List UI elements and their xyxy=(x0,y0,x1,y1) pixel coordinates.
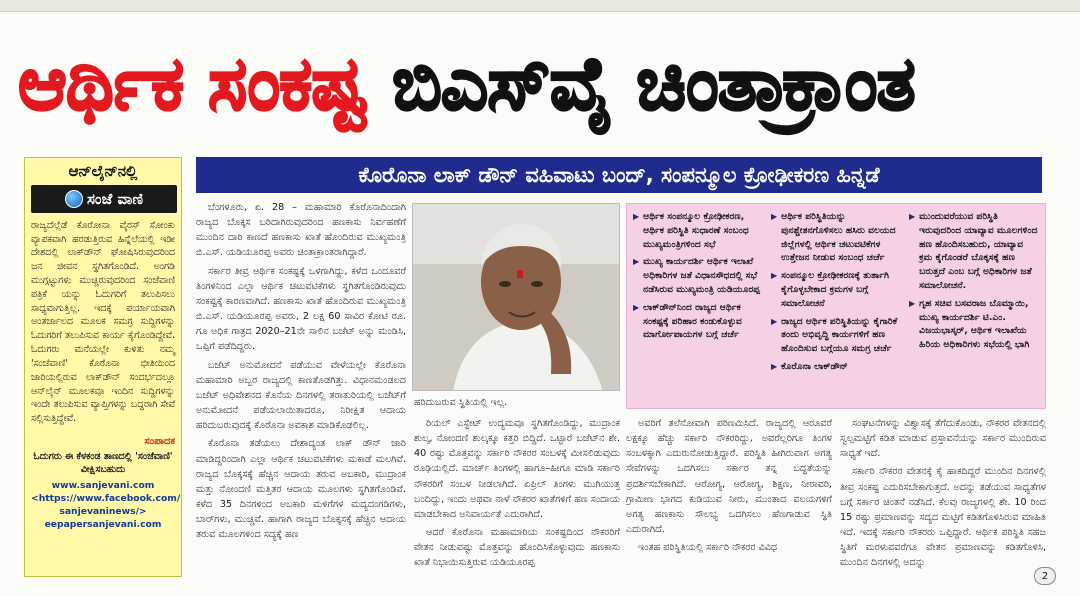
article-column-4 xyxy=(840,416,1046,586)
highlight-item: ▶ ಲಾಕ್‌ಡೌನ್‌ನಿಂದ ರಾಜ್ಯದ ಆರ್ಥಿಕ ಸಂಕಷ್ಟಕ್ಕೆ ಪರಿಹಾರ ಕಂಡುಕೊಳ್ಳುವ ಮಾರ್ಗೋಪಾಯಗಳ ಬಗ್ಗೆ ಚರ್ಚೆ xyxy=(633,301,742,341)
article-paragraph: ಬೆಂಗಳೂರು, ಏ. 28 – ಮಹಾಮಾರಿ ಕೊರೊನಾದಿಂದಾಗಿ ರಾಜ್ಯದ ಬೊಕ್ಕಸ ಬರಿದಾಗಿರುವುದರಿಂದ ಹಣಕಾಸು ನಿರ್ವಹಣೆಗೆ ಮುಂದಿನ ದಾರಿ ಕಾಣದೆ ಹಣಕಾಸು ಖಾತೆ ಹೊಂದಿರುವ ಮುಖ್ಯಮಂತ್ರಿ ಬಿ.ಎಸ್. ಯಡಿಯೂರಪ್ಪ ಅವರು ಚಿಂತಾಕ್ರಾಂತರಾಗಿದ್ದಾರೆ. xyxy=(196,202,406,259)
highlights-column-2 xyxy=(771,210,901,402)
highlight-item: ▶ ಆರ್ಥಿಕ ಸಂಪನ್ಮೂಲ ಕ್ರೋಢೀಕರಣ, ಆರ್ಥಿಕ ಪರಿಸ್ಥಿತಿ ಸುಧಾರಣೆ ಸಂಬಂಧ ಮುಖ್ಯಮಂತ್ರಿಗಳಿಂದ ಸಭೆ xyxy=(633,211,749,250)
article-column-1 xyxy=(196,200,406,585)
link-facebook[interactable]: <https://www.facebook.com/ xyxy=(31,493,181,505)
chief-minister-photo xyxy=(412,203,620,391)
subheadline-banner: ಕೊರೊನಾ ಲಾಕ್ ಡೌನ್ ವಹಿವಾಟು ಬಂದ್, ಸಂಪನ್ಮೂಲ ಕ್ರೋಢೀಕರಣ ಹಿನ್ನಡೆ xyxy=(196,157,1042,193)
bullet-triangle-icon: ▶ xyxy=(633,257,640,267)
headline-part-black: ಬಿಎಸ್‌ವೈ ಚಿಂತಾಕ್ರಾಂತ xyxy=(392,41,915,127)
globe-icon xyxy=(65,190,83,208)
online-notice-box xyxy=(24,157,182,577)
reader-note: ಓದುಗರು ಈ ಕೆಳಕಂಡ ತಾಣದಲ್ಲಿ 'ಸಂಜೆವಾಣಿ' ವೀಕ್ಷಿಸಬಹುದು xyxy=(33,450,173,476)
article-paragraph: ಸರ್ಕಾರ ತೀವ್ರ ಆರ್ಥಿಕ ಸಂಕಷ್ಟಕ್ಕೆ ಒಳಗಾಗಿದ್ದು, ಕಳೆದ ಒಂದೂವರೆ ತಿಂಗಳಿನಿಂದ ಎಲ್ಲಾ ಆರ್ಥಿಕ ಚಟುವಟಿಕೆಗಳು ಸ್ಥಗಿತಗೊಂಡಿರುವುದು ಸಂಕಷ್ಟಕ್ಕೆ ಕಾರಣವಾಗಿದೆ. ಹಣಕಾಸು ಖಾತೆ ಹೊಂದಿರುವ ಮುಖ್ಯಮಂತ್ರಿ ಬಿ.ಎಸ್. ಯಡಿಯೂರಪ್ಪ ಅವರು, 2 ಲಕ್ಷ 60 ಸಾವಿರ ಕೋಟಿ ರೂ. ಗೂ ಅಧಿಕ ಗಾತ್ರದ 2020–21ನೇ ಸಾಲಿನ ಬಜೆಟ್ ಅನ್ನು ಮಂಡಿಸಿ, ಒಪ್ಪಿಗೆ ಪಡೆದಿದ್ದರು. xyxy=(196,265,406,353)
bullet-triangle-icon: ▶ xyxy=(909,298,916,308)
article-paragraph: ಆದರೆ ಕೊರೊನಾ ಮಹಾಮಾರಿಯ ಸಂಕಷ್ಟದಿಂದ ನೌಕರರಿಗೆ ವೇತನ ನೀಡುವಷ್ಟು ಮೊತ್ತವನ್ನು ಹೊಂದಿಸಿಕೊಳ್ಳುವುದು ಹಣಕಾಸು ಖಾತೆ ನಿಭಾಯಿಸುತ್ತಿರುವ ಯಡಿಯೂರಪ್ಪ xyxy=(414,527,620,569)
link-facebook-cont[interactable]: sanjevaninews/> xyxy=(59,506,147,517)
highlight-item: ▶ ಕೊರೊನಾ ಲಾಕ್‌ಡೌನ್ xyxy=(771,360,848,372)
web-links xyxy=(31,480,181,532)
photo-caption: ಹರಿದುಬರುವ ಸ್ಥಿತಿಯಲ್ಲಿ ಇಲ್ಲ. xyxy=(414,397,508,408)
sanjevani-logo xyxy=(31,185,177,213)
highlight-item: ▶ ಮುಂದುವರೆಯುವ ಪರಿಸ್ಥಿತಿ ಇರುವುದರಿಂದ ಯಾವ್ಯಾವ ಮೂಲಗಳಿಂದ ಹಣ ಹೊಂದಿಸಬಹುದು, ಯಾವ್ಯಾವ ಕ್ರಮ ಕೈಗೊಂಡರೆ ಬೊಕ್ಕಸಕ್ಕೆ ಹಣ ಬರುತ್ತದೆ ಎಂಬ ಬಗ್ಗೆ ಅಧಿಕಾರಿಗಳ ಜತೆ ಸಮಾಲೋಚನೆ. xyxy=(909,211,1038,291)
article-paragraph: ಅವರಿಗೆ ತಲೆನೋವಾಗಿ ಪರಿಣಮಿಸಿದೆ. ರಾಜ್ಯದಲ್ಲಿ ಆರೂವರೆ ಲಕ್ಷಕ್ಕೂ ಹೆಚ್ಚು ಸರ್ಕಾರಿ ನೌಕರರಿದ್ದು, ಅವರೆಲ್ಲರಿಗೂ ತಿಂಗಳ ಸಂಬಳಕ್ಕಾಗಿ ಎದುರುನೋಡುತ್ತಿದ್ದಾರೆ. ಪರಿಸ್ಥಿತಿ ಹೀಗಿರುವಾಗ ಅಗತ್ಯ ಸೇವೆಗಳನ್ನು ಒದಗಿಸಲು ಸರ್ಕಾರ ತನ್ನ ಬದ್ಧತೆಯನ್ನು ಪ್ರದರ್ಶಿಸಬೇಕಾಗಿದೆ. ಆರೋಗ್ಯ, ಆರೋಗ್ಯ, ಶಿಕ್ಷಣ, ನೀರಾವರಿ, ಗ್ರಾಮೀಣ ಭಾಗದ ಕುಡಿಯುವ ನೀರು, ಮುಂತಾದ ವಲಯಗಳಿಗೆ ಅಗತ್ಯ ಹಣಕಾಸು ಸೌಲಭ್ಯ ಒದಗಿಸಲು ಹೆಣಗಾಡುವ ಸ್ಥಿತಿ ಎದುರಾಗಿದೆ. xyxy=(626,418,832,536)
highlights-column-3 xyxy=(909,210,1039,402)
article-paragraph: ಸಂಘಟನೆಗಳನ್ನು ವಿಶ್ವಾಸಕ್ಕೆ ತೆಗೆದುಕೊಂಡು, ನೌಕರರ ವೇತನದಲ್ಲಿ ಸ್ವಲ್ಪಮಟ್ಟಿಗೆ ಕಡಿತ ಮಾಡುವ ಪ್ರಸ್ತಾವನೆಯನ್ನು ಸರ್ಕಾರ ಮುಂದಿರುವ ಸಾಧ್ಯತೆ ಇದೆ. xyxy=(840,418,1046,460)
highlight-item: ▶ ಆರ್ಥಿಕ ಪರಿಸ್ಥಿತಿಯನ್ನು ಪುನಶ್ಚೇತನಗೊಳಿಸಲು ಹಸಿರು ವಲಯದ ಜಿಲ್ಲೆಗಳಲ್ಲಿ ಆರ್ಥಿಕ ಚಟುವಟಿಕೆಗಳ ಉತ್ತೇಜನ ನೀಡುವ ಸಂಬಂಧ ಚರ್ಚೆ xyxy=(771,211,896,264)
link-website[interactable]: www.sanjevani.com xyxy=(51,480,155,492)
online-notice-title: ಆನ್‌ಲೈನ್‌ನಲ್ಲಿ xyxy=(68,162,138,180)
article-column-3 xyxy=(626,416,832,586)
headline-part-red: ಆರ್ಥಿಕ ಸಂಕಷ್ಟ xyxy=(18,41,367,127)
bullet-triangle-icon: ▶ xyxy=(771,212,778,221)
article-paragraph: ಸರ್ಕಾರಿ ನೌಕರರ ವೇತನಕ್ಕೆ ಕೈ ಹಾಕದಿದ್ದರೆ ಮುಂದಿನ ದಿನಗಳಲ್ಲಿ ತೀವ್ರ ಸಂಕಷ್ಟ ಎದುರಿಸಬೇಕಾಗುತ್ತದೆ. ಅದನ್ನು ತಡೆಯುವ ಸಾಧ್ಯತೆಗಳ ಬಗ್ಗೆ ಸರ್ಕಾರ ಚಿಂತನೆ ನಡೆಸಿದೆ. ಕೆಲವು ರಾಜ್ಯಗಳಲ್ಲಿ ಶೇ. 10 ರಿಂದ 15 ರಷ್ಟು ಪ್ರಮಾಣವನ್ನು ಸದ್ಯದ ಮಟ್ಟಿಗೆ ಕಡಿತಗೊಳಿಸಿರುವ ಮಾಹಿತಿ ಇದೆ. ಇದಕ್ಕೆ ಸರ್ಕಾರಿ ನೌಕರರು ಒಪ್ಪಿದ್ದಾರೆ. ಆರ್ಥಿಕ ಪರಿಸ್ಥಿತಿ ಸಹಜ ಸ್ಥಿತಿಗೆ ಮರಳುವವರೆಗೂ ವೇತನ ಪ್ರಮಾಣವನ್ನು ಕಡಿತಗೊಳಿಸಿ, ಮುಂದಿನ ದಿನಗಳಲ್ಲಿ ಅದನ್ನು xyxy=(840,466,1046,569)
bullet-triangle-icon: ▶ xyxy=(633,212,640,221)
continued-page-marker: 2 xyxy=(1034,567,1056,585)
highlight-item: ▶ ಗೃಹ ಸಚಿವ ಬಸವರಾಜ ಬೊಮ್ಮಾಯಿ, ಮುಖ್ಯ ಕಾರ್ಯದರ್ಶಿ ಟಿ.ಎಂ. ವಿಜಯಭಾಸ್ಕರ್, ಆರ್ಥಿಕ ಇಲಾಖೆಯ ಹಿರಿಯ ಅಧಿಕಾರಿಗಳು ಸಭೆಯಲ್ಲಿ ಭಾಗಿ xyxy=(909,297,1030,351)
article-paragraph: ಬಜೆಟ್ ಅನುಮೋದನೆ ಪಡೆಯುವ ವೇಳೆಯಲ್ಲೇ ಕೊರೊನಾ ಮಹಾಮಾರಿ ಅಬ್ಬರ ರಾಜ್ಯದಲ್ಲಿ ಕಾಣತೊಡಗಿತ್ತು. ವಿಧಾನಮಂಡಲದ ಬಜೆಟ್ ಅಧಿವೇಶನದ ಕೊನೆಯ ದಿನಗಳಲ್ಲಿ ತರಾತುರಿಯಲ್ಲಿ ಬಜೆಟ್‌ಗೆ ಅನುಮೋದನೆ ಪಡೆಯಲಾಯಿತಾದರೂ, ನಿರೀಕ್ಷಿತ ಆದಾಯ ಹರಿದುಬರುವುದಕ್ಕೆ ಕೊರೊನಾ ಅವಕಾಶ ಮಾಡಿಕೊಡಲಿಲ್ಲ. xyxy=(196,359,406,432)
article-paragraph: ಇಂತಹ ಪರಿಸ್ಥಿತಿಯಲ್ಲಿ ಸರ್ಕಾರಿ ನೌಕರರ ವಿವಿಧ xyxy=(638,542,778,554)
logo-text: ಸಂಜೆ ವಾಣಿ xyxy=(86,189,144,208)
page-top-edge xyxy=(0,0,1080,12)
bullet-triangle-icon: ▶ xyxy=(771,361,778,371)
highlight-item: ▶ ರಾಜ್ಯದ ಆರ್ಥಿಕ ಪರಿಸ್ಥಿತಿಯನ್ನು ಕೈಗಾರಿಕೆ ತಂದು ಅಭಿವೃದ್ಧಿ ಕಾರ್ಯಗಳಿಗೆ ಹಣ ಹೊಂದಿಸುವ ಬಗ್ಗೆಯೂ ಸಮಗ್ರ ಚರ್ಚೆ xyxy=(771,315,898,355)
bullet-triangle-icon: ▶ xyxy=(771,316,778,326)
article-column-2 xyxy=(414,416,620,586)
highlights-column-1 xyxy=(633,210,763,402)
bullet-triangle-icon: ▶ xyxy=(771,271,778,281)
highlight-item: ▶ ಸಂಪನ್ಮೂಲ ಕ್ರೋಢೀಕರಣಕ್ಕೆ ತುರ್ತಾಗಿ ಕೈಗೊಳ್ಳಬೇಕಾದ ಕ್ರಮಗಳ ಬಗ್ಗೆ ಸಮಾಲೋಚನೆ xyxy=(771,270,889,309)
bullet-triangle-icon: ▶ xyxy=(909,212,916,221)
highlight-item: ▶ ಮುಖ್ಯ ಕಾರ್ಯದರ್ಶಿ ಆರ್ಥಿಕ ಇಲಾಖೆ ಅಧಿಕಾರಿಗಳ ಜತೆ ವಿಧಾನಸೌಧದಲ್ಲಿ ಸಭೆ ನಡೆಸಿರುವ ಮುಖ್ಯಮಂತ್ರಿ ಯಡಿಯೂರಪ್ಪ xyxy=(633,256,760,295)
editor-signature: ಸಂಪಾದಕ xyxy=(144,435,175,447)
bullet-triangle-icon: ▶ xyxy=(633,302,640,312)
link-epaper[interactable]: eepapersanjevani.com xyxy=(44,518,162,530)
online-notice-body: ರಾಜ್ಯದೆಲ್ಲೆಡೆ ಕೊರೋನಾ ವೈರಸ್ ಸೋಂಕು ವ್ಯಾಪಕವಾಗಿ ಹರಡುತ್ತಿರುವ ಹಿನ್ನೆಲೆಯಲ್ಲಿ ಇಡೀ ದೇಶದಲ್ಲಿ ಲಾಕ್‌ಡೌನ್ ಘೋಷಿಸಿರುವುದರಿಂದ ಜನ ಜೀವನ ಸ್ಥಗಿತಗೊಂಡಿದೆ. ಅಂಗಡಿ ಮುಗ್ಗಟ್ಟುಗಳು ಮುಚ್ಚಿರುವುದರಿಂದ ಸಂಜೆವಾಣಿ ಪತ್ರಿಕೆ ಯನ್ನು ಓದುಗರಿಗೆ ತಲುಪಿಸಲು ಸಾಧ್ಯವಾಗುತ್ತಿಲ್ಲ. ಇದಕ್ಕೆ ಪರ್ಯಾಯವಾಗಿ ಅಂತರ್ಜಾಲದ ಮೂಲಕ ಸಮಗ್ರ ಸುದ್ದಿಗಳನ್ನು ಓದುಗರಿಗೆ ತಲುಪಿಸುವ ಕಾರ್ಯ ಕೈಗೊಂಡಿದ್ದೇವೆ. ಓದುಗರು ಮನೆಯಲ್ಲೇ ಕುಳಿತು ನಮ್ಮ 'ಸಂಜೆವಾಣಿ' ಕೊರೊನಾ ಭೀತಿಯಿಂದ ಜಾರಿಯಲ್ಲಿರುವ ಲಾಕ್‌ಡೌನ್ ಸಂದರ್ಭದಲ್ಲೂ ಆನ್‌ಲೈನ್ ಮೂಲಕವೂ ಇಂದಿನ ಸುದ್ದಿಗಳನ್ನು ಇಂದೇ ತಲುಪಿಸುವ ವ್ಯಾಪ್ತಿಗಳನ್ನು ಬದ್ಧರಾಗಿ ಸೇವೆ ಸಲ್ಲಿಸುತ್ತಿದ್ದೇವೆ. xyxy=(31,219,175,425)
article-paragraph: ರಿಯಲ್ ಎಸ್ಟೇಟ್ ಉದ್ಯಮವೂ ಸ್ಥಗಿತಗೊಂಡಿದ್ದು, ಮುದ್ರಾಂಕ ಶುಲ್ಕ, ನೋಂದಣಿ ಶುಲ್ಕಕ್ಕೂ ಕತ್ತರಿ ಬಿದ್ದಿದೆ. ಒಟ್ಟಾರೆ ಬಜೆಟ್‌ನ ಶೇ. 40 ರಷ್ಟು ಮೊತ್ತವನ್ನು ಸರ್ಕಾರಿ ನೌಕರರ ಸಂಬಳಕ್ಕೆ ಮೀಸಲಿಡುವುದು ರೂಢಿಯಲ್ಲಿದೆ. ಮಾರ್ಚ್ ತಿಂಗಳಲ್ಲಿ ಹಾಗೂ–ಹೀಗೂ ಮಾಡಿ ಸರ್ಕಾರಿ ನೌಕರರಿಗೆ ಸಂಬಳ ನೀಡಲಾಗಿದೆ. ಏಪ್ರಿಲ್ ತಿಂಗಳು ಮುಗಿಯುತ್ತ ಬಂದಿದ್ದು, ಇಂದು ಅಥವಾ ನಾಳೆ ನೌಕರರ ಖಾತೆಗಳಿಗೆ ಹಣ ಸಂದಾಯ ಮಾಡಬೇಕಾದ ಅನಿವಾರ್ಯತೆ ಎದುರಾಗಿದೆ. xyxy=(414,418,620,520)
headline xyxy=(18,14,1062,154)
article-paragraph: ಕೊರೊನಾ ತಡೆಯಲು ದೇಶಾದ್ಯಂತ ಲಾಕ್‌ ಡೌನ್ ಜಾರಿ ಮಾಡಿದ್ದರಿಂದಾಗಿ ಎಲ್ಲಾ ಆರ್ಥಿಕ ಚಟುವಟಿಕೆಗಳು ಮಕಾಡೆ ಮಲಗಿವೆ. ರಾಜ್ಯದ ಬೊಕ್ಕಸಕ್ಕೆ ಹೆಚ್ಚಿನ ಆದಾಯ ತರುವ ಅಬಕಾರಿ, ಮುದ್ರಾಂಕ ಮತ್ತು ನೋಂದಣಿ ಮತ್ತಿತರ ಆದಾಯ ಮೂಲಗಳು ಸ್ಥಗಿತಗೊಂಡಿವೆ. ಕಳೆದ 35 ದಿನಗಳಿಂದ ಅಬಕಾರಿ ಮಳಿಗೆಗಳ ಮದ್ಯದಂಗಡಿಗಳು, ಬಾರ್‌ಗಳು, ಮುಚ್ಚಿವೆ. ಹಾಗಾಗಿ ರಾಜ್ಯದ ಬೊಕ್ಕಸಕ್ಕೆ ಹೆಚ್ಚಿನ ಆದಾಯ ತರುವ ಮೂಲಗಳಿಂದ ಸದ್ಯಕ್ಕೆ ಹಣ xyxy=(196,438,406,541)
highlights-box xyxy=(626,203,1046,409)
